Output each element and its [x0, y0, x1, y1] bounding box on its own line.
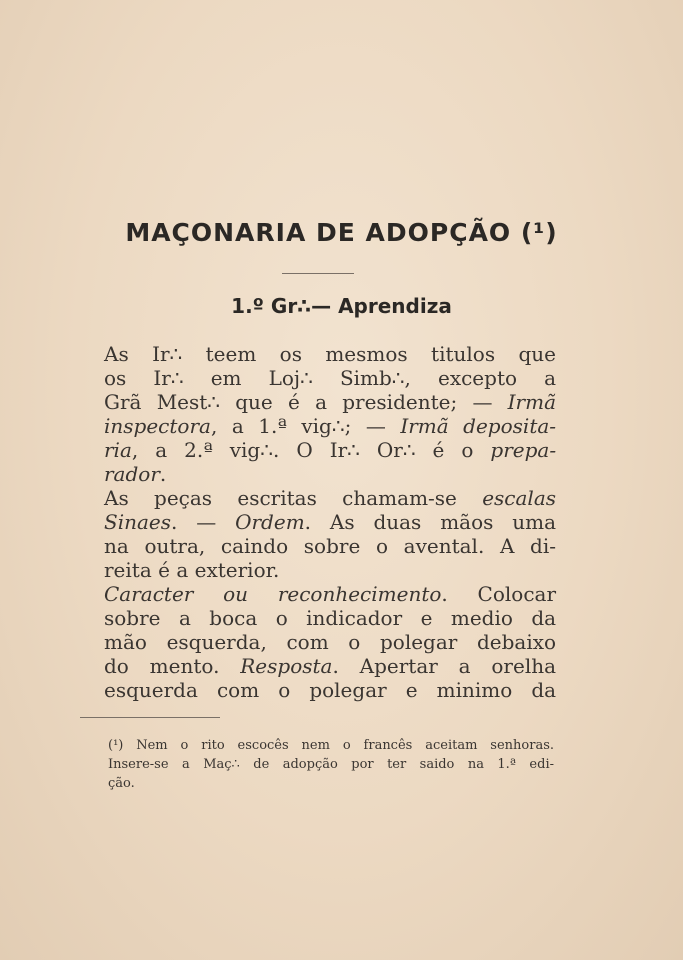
text-line [104, 414, 556, 438]
text-line [104, 462, 556, 486]
page-title: MAÇONARIA DE ADOPÇÃO (¹) [125, 218, 558, 247]
line-text: inspectora, a 1.ª vig∴; — Irmã deposita- [104, 414, 557, 438]
title-divider [282, 273, 354, 274]
text-line [104, 630, 556, 654]
section-heading: 1.º Gr∴— Aprendiza [231, 294, 452, 318]
text-line [104, 342, 556, 366]
footnote-line: ção. [108, 776, 135, 791]
text-line [104, 366, 556, 390]
line-text: do mento. Resposta. Apertar a orelha [104, 654, 557, 678]
text-line [104, 654, 556, 678]
line-text: esquerda com o polegar e minimo da [104, 678, 557, 702]
line-text: Caracter ou reconhecimento. Colocar [104, 582, 556, 606]
text-line [104, 678, 556, 702]
line-text: rador. [104, 462, 167, 486]
body-text [104, 342, 556, 702]
text-line [104, 558, 556, 582]
line-text: os Ir∴ em Loj∴ Simb∴, excepto a [104, 366, 557, 390]
text-line [104, 510, 556, 534]
line-text: Sinaes. — Ordem. As duas mãos uma [104, 510, 557, 534]
text-line [104, 438, 556, 462]
line-text: mão esquerda, com o polegar debaixo [104, 630, 557, 654]
text-line [104, 390, 556, 414]
text-line [104, 486, 556, 510]
line-text: ria, a 2.ª vig∴. O Ir∴ Or∴ é o prepa- [104, 438, 557, 462]
text-line [104, 582, 556, 606]
line-text: sobre a boca o indicador e medio da [104, 606, 557, 630]
footnote-divider [80, 717, 220, 718]
footnote [108, 736, 554, 793]
footnote-line: Insere-se a Maç∴ de adopção por ter saido na 1.ª edi- [108, 757, 554, 772]
line-text: As peças escritas chamam-se escalas [104, 486, 557, 510]
text-line [104, 534, 556, 558]
line-text: As Ir∴ teem os mesmos titulos que [104, 342, 556, 366]
line-text: na outra, caindo sobre o avental. A di- [104, 534, 556, 558]
line-text: reita é a exterior. [104, 558, 280, 582]
text-line [104, 606, 556, 630]
footnote-line: (¹) Nem o rito escocês nem o francês aceitam senhoras. [108, 738, 554, 753]
line-text: Grã Mest∴ que é a presidente; — Irmã [104, 390, 557, 414]
